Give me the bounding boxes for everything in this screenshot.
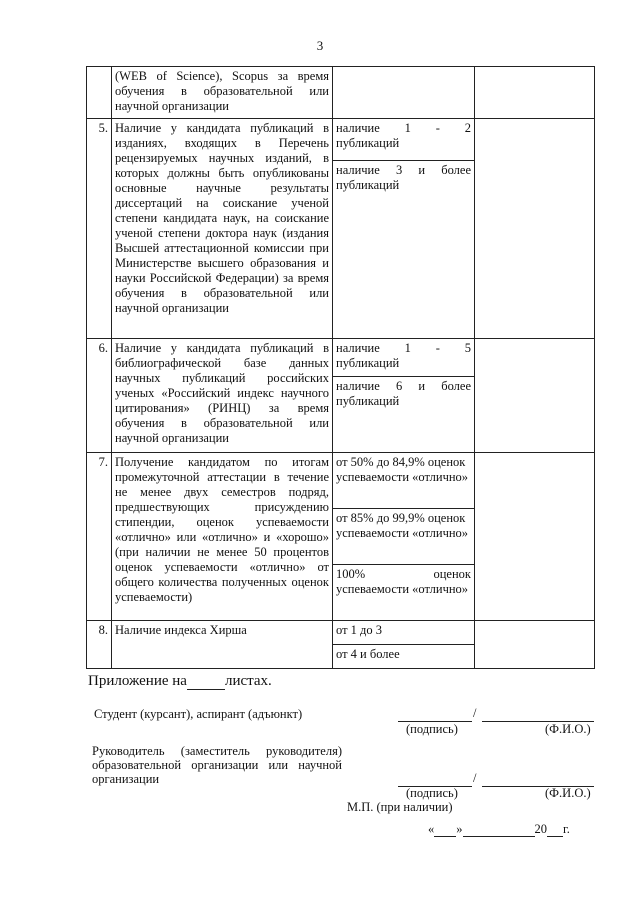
row-option: от 85% до 99,9% оценок успеваемости «отлично» (333, 509, 475, 565)
attachment-pages-field[interactable] (187, 675, 225, 690)
score-cell[interactable] (475, 453, 595, 621)
student-name-caption: (Ф.И.О.) (545, 722, 591, 736)
date-line (428, 822, 570, 837)
criteria-table (86, 66, 595, 669)
student-label: Студент (курсант), аспирант (адъюнкт) (94, 707, 303, 721)
score-cell[interactable] (475, 67, 595, 119)
row-criterion: Наличие у кандидата публикаций в изданиях, входящих в Перечень рецензируемых научных изданий, в которых должны быть опубликованы основные научные результаты диссертаций на соискание ученой степени кандидата наук, на соискание ученой степени доктора наук (издания Высшей аттестационной комиссии при Министерстве высшего образования и науки Российской Федерации) за время обучения в образовательной или научной организации (112, 119, 333, 339)
table-row (87, 67, 595, 119)
row-number: 8. (87, 621, 112, 669)
row-criterion: Наличие у кандидата публикаций в библиографической базе данных научных публикаций российских ученых «Российский индекс научного цитирования» (РИНЦ) за время обучения в образовательной или научной организации (112, 339, 333, 453)
row-number (87, 67, 112, 119)
row-option: наличие 1 - 2 публикаций (333, 119, 475, 161)
row-criterion: Получение кандидатом по итогам промежуточной аттестации в течение не менее двух семестров подряд, предшествующих присуждению стипендии, оценок успеваемости «отлично» или «отлично» и «хорошо» (при наличии не менее 50 процентов оценок успеваемости «отлично» от общего количества полученных оценок успеваемости) (112, 453, 333, 621)
attachment-prefix: Приложение на (88, 673, 187, 689)
date-year-prefix: 20 (534, 822, 547, 836)
row-option: от 50% до 84,9% оценок успеваемости «отлично» (333, 453, 475, 509)
date-close-quote: » (456, 822, 463, 836)
attachment-suffix: листах. (224, 673, 272, 689)
row-option: наличие 3 и более публикаций (333, 161, 475, 339)
supervisor-signature-line[interactable]: / (398, 772, 598, 788)
row-criterion: (WEB of Science), Scopus за время обучения в образовательной или научной организации (112, 67, 333, 119)
supervisor-name-caption: (Ф.И.О.) (545, 786, 591, 800)
table-row (87, 453, 595, 509)
date-month-field[interactable] (463, 822, 535, 837)
row-option (333, 67, 475, 119)
date-day-field[interactable] (434, 822, 456, 837)
date-open-quote: « (428, 822, 435, 836)
row-criterion: Наличие индекса Хирша (112, 621, 333, 669)
supervisor-sign-caption: (подпись) (406, 786, 458, 800)
row-option: наличие 1 - 5 публикаций (333, 339, 475, 377)
stamp-note: М.П. (при наличии) (347, 800, 453, 814)
row-option: от 1 до 3 (333, 621, 475, 645)
date-year-field[interactable] (547, 822, 563, 837)
score-cell[interactable] (475, 119, 595, 339)
score-cell[interactable] (475, 339, 595, 453)
table-row (87, 339, 595, 377)
score-cell[interactable] (475, 621, 595, 669)
row-number: 6. (87, 339, 112, 453)
student-signature-line[interactable]: / (398, 707, 598, 723)
page-number: 3 (316, 38, 324, 53)
table-row (87, 621, 595, 645)
date-year-suffix: г. (563, 822, 570, 836)
student-sign-caption: (подпись) (406, 722, 458, 736)
row-number: 7. (87, 453, 112, 621)
attachment-line (88, 673, 272, 690)
supervisor-label: Руководитель (заместитель руководителя) образовательной организации или научной организации (92, 744, 342, 786)
table-row (87, 119, 595, 161)
row-number: 5. (87, 119, 112, 339)
row-option: 100% оценок успеваемости «отлично» (333, 565, 475, 621)
row-option: наличие 6 и более публикаций (333, 377, 475, 453)
row-option: от 4 и более (333, 645, 475, 669)
